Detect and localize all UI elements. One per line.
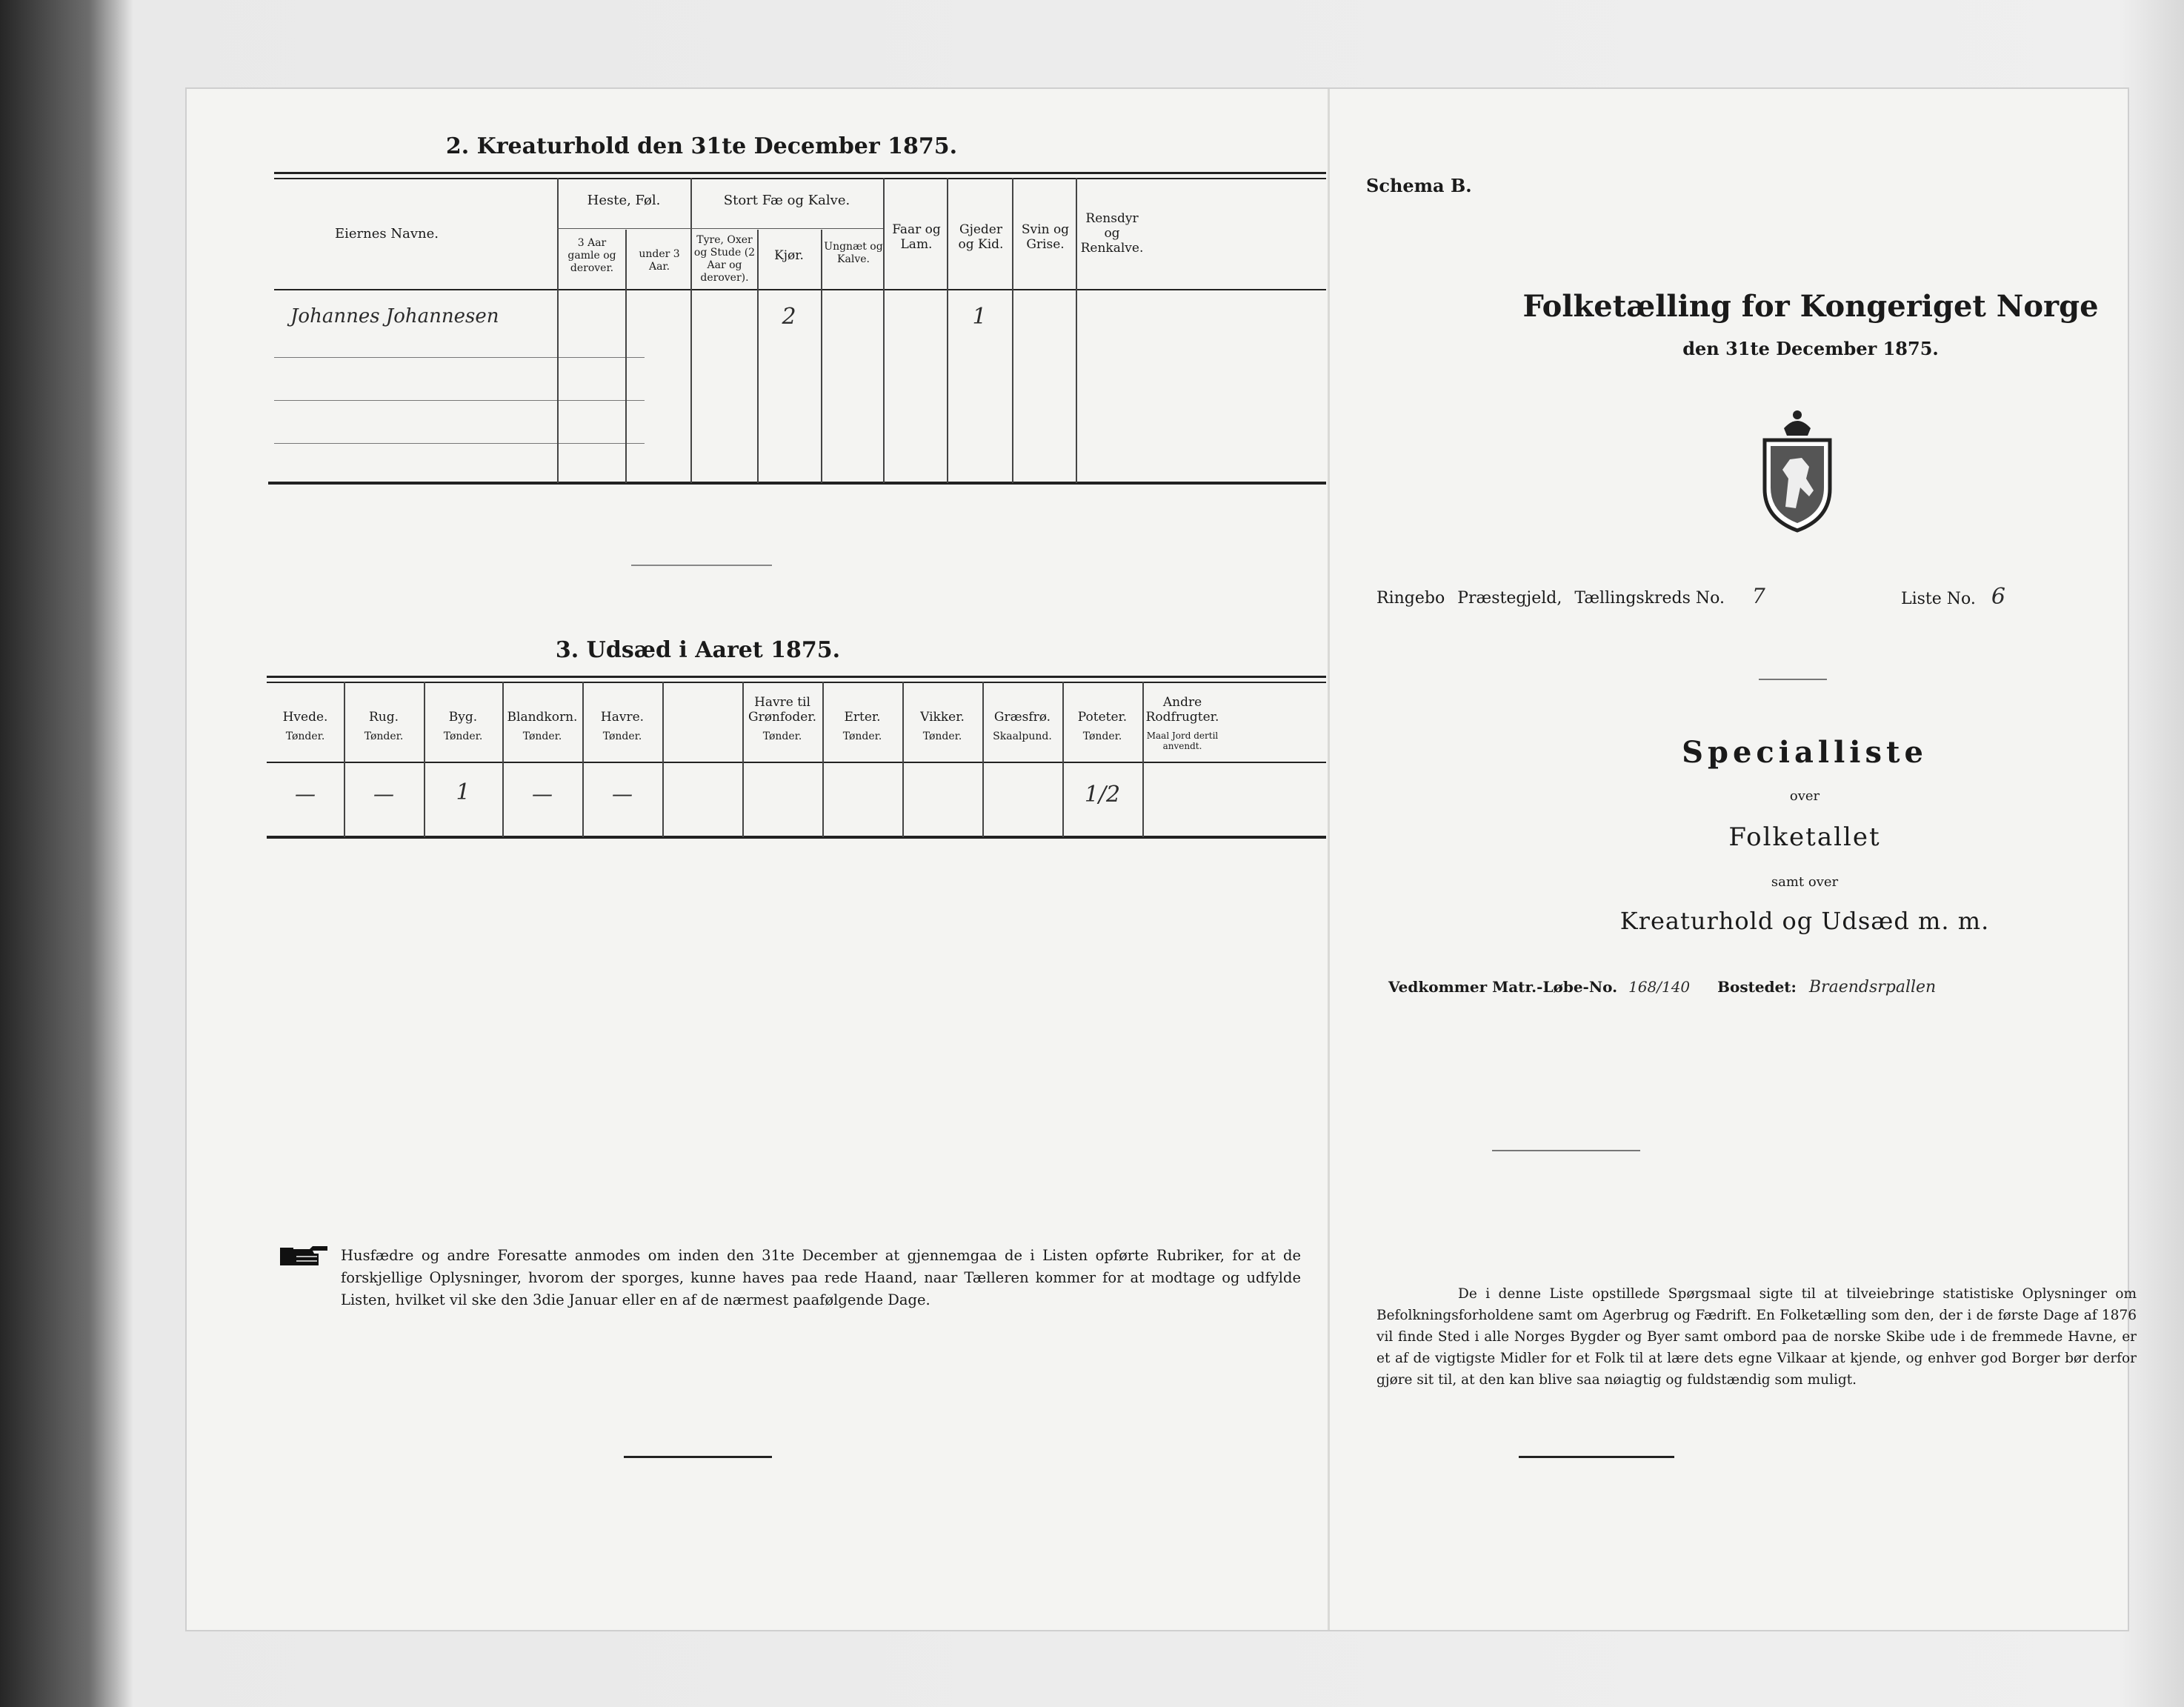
seed-andre: Andre Rodfrugter. <box>1145 695 1219 725</box>
section2-title: 2. Kreaturhold den 31te December 1875. <box>445 133 958 159</box>
over-text-1: over <box>1789 788 1820 804</box>
doc-date: den 31te December 1875. <box>1682 338 1939 359</box>
seed-blandkorn-unit: Tønder. <box>522 731 562 742</box>
bosted-label: Bostedet: <box>1717 978 1797 996</box>
seed-hvede: Hvede. <box>282 710 328 725</box>
footer-text: De i denne Liste opstillede Spørgsmaal sigte til at tilveiebringe statistiske Oplysninger om Befolkningsforholdene samt om Agerbrug og Fædrift. En Folketælling som den, der i de første Dage af 1876 vil finde Sted i alle Norges Bygder og Byer samt ombord paa de norske Skibe ude i de fremmede Havne, er et af de vigtigste Midler for et Folk til at lære dets egne Vilkaar at kjende, og enhver god Borger bør derfor gjøre sit til, at den kan blive saa nøiagtig og fuldstændig som muligt. <box>1376 1286 2137 1388</box>
seed-value-hvede: — <box>295 782 316 806</box>
seed-hvede-unit: Tønder. <box>285 731 325 742</box>
seed-graesfro-unit: Skaalpund. <box>993 731 1052 742</box>
header-horses-3-over: 3 Aar gamle og derover. <box>567 237 616 274</box>
divider-small <box>1759 679 1827 680</box>
list-value: 6 <box>1991 584 2005 610</box>
kreaturhold-text: Kreaturhold og Udsæd m. m. <box>1619 907 1990 935</box>
bosted-value: Braendsrpallen <box>1808 978 1937 996</box>
seed-value-byg: 1 <box>456 779 470 805</box>
seed-graesfro: Græsfrø. <box>993 710 1051 725</box>
header-pigs: Svin og Grise. <box>1021 222 1070 252</box>
header-owner: Eiernes Navne. <box>335 226 439 242</box>
divider <box>631 565 772 566</box>
folketallet-text: Folketallet <box>1728 822 1881 852</box>
bottom-rule <box>624 1456 772 1458</box>
pointing-hand-icon <box>280 1243 329 1268</box>
header-cows: Kjør. <box>774 248 804 263</box>
owner-name: Johannes Johannesen <box>290 305 499 327</box>
page-fold <box>1328 89 1330 1630</box>
seed-byg: Byg. <box>448 710 478 725</box>
list-line <box>1901 584 2005 610</box>
seed-value-blandkorn: — <box>532 782 553 806</box>
specialliste-title: Specialliste <box>1682 735 1928 770</box>
header-sheep: Faar og Lam. <box>892 222 941 252</box>
header-cattle: Stort Fæ og Kalve. <box>723 193 850 208</box>
divider-mid <box>1492 1150 1640 1151</box>
seed-havre-gronfoder: Havre til Grønfoder. <box>748 695 817 725</box>
seed-havre: Havre. <box>600 710 645 725</box>
header-goats: Gjeder og Kid. <box>958 222 1004 252</box>
goats-value: 1 <box>972 304 987 330</box>
notice-text: Husfædre og andre Foresatte anmodes om inden den 31te December at gjennemgaa de i Listen opførte Rubriker, for at de forskjellige Oplysninger, hvorom der sporges, kunne haves paa rede Haand, naar Tælleren kommer for at modtage og udfylde Listen, hvilket vil ske den 3die Januar eller en af de nærmest paafølgende Dage. <box>341 1247 1301 1308</box>
parish-line <box>1376 584 1765 608</box>
header-horses-under-3: under 3 Aar. <box>639 248 680 273</box>
seed-poteter: Poteter. <box>1077 710 1128 725</box>
list-label: Liste No. <box>1901 590 1976 608</box>
seed-andre-unit: Maal Jord dertil anvendt. <box>1146 731 1219 751</box>
header-oxen: Tyre, Oxer og Stude (2 Aar og derover). <box>693 234 756 284</box>
matr-value: 168/140 <box>1628 978 1691 996</box>
bottom-rule-right <box>1519 1456 1674 1458</box>
cows-value: 2 <box>782 304 796 330</box>
header-reindeer: Rensdyr og Renkalve. <box>1080 211 1144 256</box>
coat-of-arms-icon <box>1754 407 1840 533</box>
seed-rug-unit: Tønder. <box>364 731 404 742</box>
seed-erter: Erter. <box>844 710 881 725</box>
seed-rug: Rug. <box>368 710 399 725</box>
section3-title: 3. Udsæd i Aaret 1875. <box>555 637 841 663</box>
matr-line <box>1388 978 1936 996</box>
doc-title: Folketælling for Kongeriget Norge <box>1522 289 2099 324</box>
census-sheet <box>187 89 2137 1630</box>
district-value: 7 <box>1752 584 1765 608</box>
seed-erter-unit: Tønder. <box>842 731 882 742</box>
district-label: Tællingskreds No. <box>1574 589 1725 608</box>
seed-byg-unit: Tønder. <box>443 731 483 742</box>
parish-label: Præstegjeld, <box>1457 589 1562 608</box>
seed-vikker: Vikker. <box>920 710 965 725</box>
samt-over-text: samt over <box>1771 874 1839 890</box>
schema-label: Schema B. <box>1366 175 1472 196</box>
seed-havre-unit: Tønder. <box>602 731 642 742</box>
seed-havre-gronfoder-unit: Tønder. <box>762 731 802 742</box>
seed-value-poteter: 1/2 <box>1084 782 1121 808</box>
seed-blandkorn: Blandkorn. <box>507 710 578 725</box>
seed-value-havre: — <box>612 782 633 806</box>
header-horses: Heste, Føl. <box>587 193 661 208</box>
seed-poteter-unit: Tønder. <box>1082 731 1122 742</box>
header-young: Ungnæt og Kalve. <box>824 241 883 265</box>
seed-vikker-unit: Tønder. <box>922 731 962 742</box>
parish-prefix: Ringebo <box>1376 589 1445 608</box>
matr-label: Vedkommer Matr.-Løbe-No. <box>1388 978 1618 996</box>
seed-value-rug: — <box>373 782 394 806</box>
